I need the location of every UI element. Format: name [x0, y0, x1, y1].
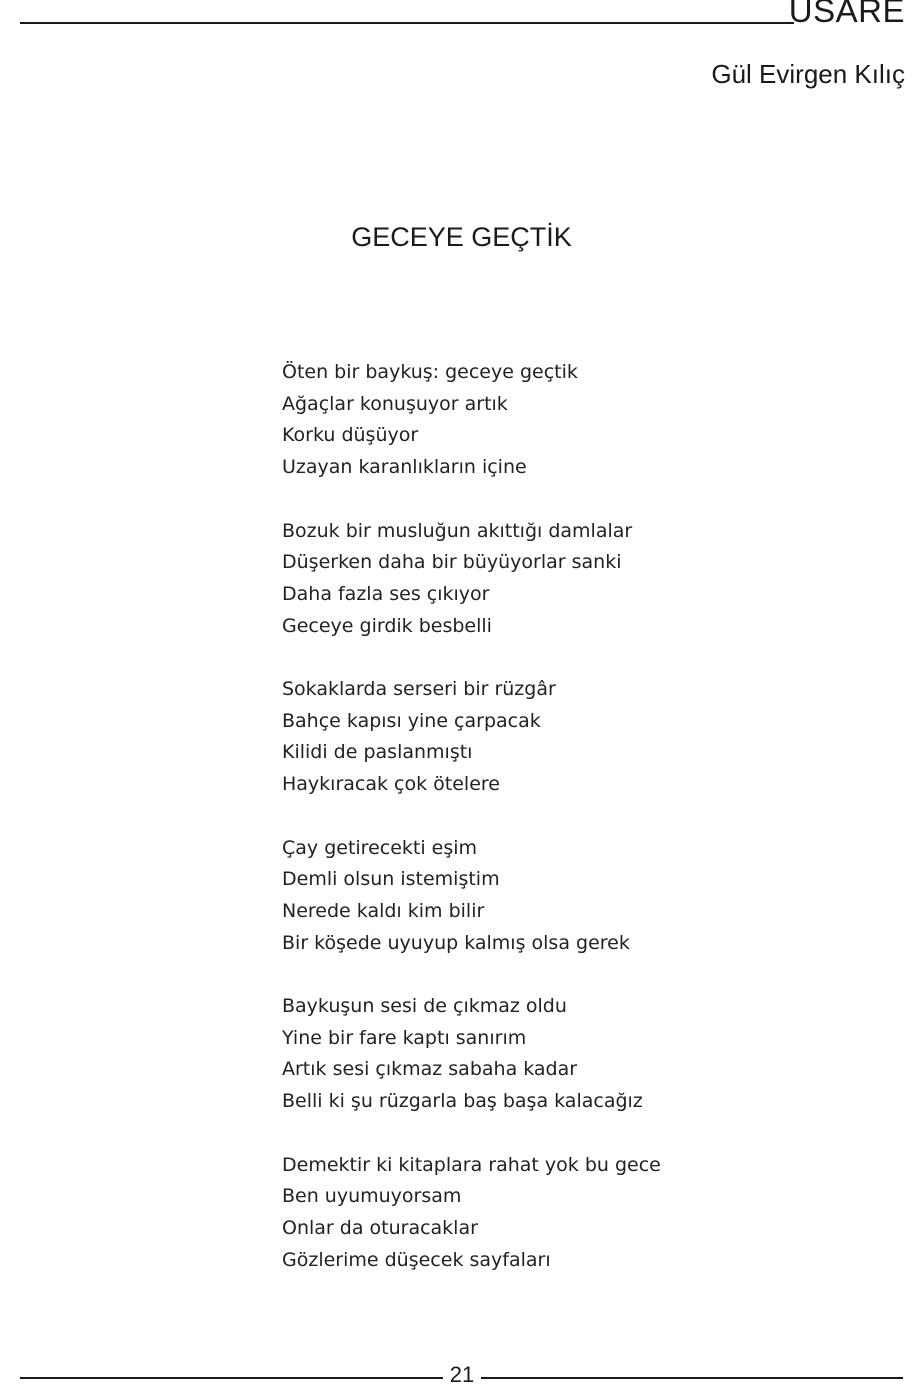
- poem-line: Ben uyumuyorsam: [282, 1185, 462, 1208]
- poem-line: Artık sesi çıkmaz sabaha kadar: [282, 1058, 578, 1081]
- poem-line: Baykuşun sesi de çıkmaz oldu: [282, 995, 567, 1017]
- page-number: 21: [449, 1362, 475, 1387]
- poem-body: [282, 357, 661, 1276]
- poem-line: Bahçe kapısı yine çarpacak: [282, 709, 541, 732]
- poem-line: Daha fazla ses çıkıyor: [282, 582, 490, 605]
- poem-line: Korku düşüyor: [282, 424, 419, 447]
- poem-line: Bir köşede uyuyup kalmış olsa gerek: [282, 931, 630, 954]
- poem-line: Demektir ki kitaplara rahat yok bu gece: [282, 1153, 661, 1176]
- stanza-2: [282, 516, 661, 643]
- poem-line: Bozuk bir musluğun akıttığı damlalar: [282, 519, 633, 542]
- poem-line: Öten bir baykuş: geceye geçtik: [282, 361, 578, 383]
- poem-line: Uzayan karanlıkların içine: [282, 456, 527, 479]
- stanza-6: [282, 1150, 661, 1277]
- footer-rule-right: [481, 1377, 903, 1379]
- stanza-1: [282, 357, 661, 484]
- poem-line: Ağaçlar konuşuyor artık: [282, 392, 508, 415]
- poem-line: Yine bir fare kaptı sanırım: [282, 1026, 527, 1049]
- footer-rule-left: [20, 1377, 443, 1379]
- poem-title: GECEYE GEÇTİK: [351, 222, 572, 252]
- magazine-name: USARE: [788, 0, 905, 29]
- poem-line: Nerede kaldı kim bilir: [282, 899, 485, 922]
- poem-line: Demli olsun istemiştim: [282, 868, 500, 891]
- poem-line: Geceye girdik besbelli: [282, 614, 492, 637]
- poem-line: Düşerken daha bir büyüyorlar sanki: [282, 551, 622, 574]
- stanza-3: [282, 674, 661, 801]
- poem-line: Gözlerime düşecek sayfaları: [282, 1248, 551, 1271]
- poem-line: Sokaklarda serseri bir rüzgâr: [282, 678, 556, 700]
- poem-line: Haykıracak çok ötelere: [282, 773, 500, 796]
- stanza-5: [282, 991, 661, 1118]
- author-name: Gül Evirgen Kılıç: [711, 59, 905, 89]
- poem-line: Çay getirecekti eşim: [282, 836, 478, 859]
- header-rule: [20, 22, 794, 24]
- poem-line: Onlar da oturacaklar: [282, 1216, 478, 1239]
- poem-line: Belli ki şu rüzgarla baş başa kalacağız: [282, 1090, 643, 1113]
- poem-line: Kilidi de paslanmıştı: [282, 741, 473, 764]
- stanza-4: [282, 833, 661, 960]
